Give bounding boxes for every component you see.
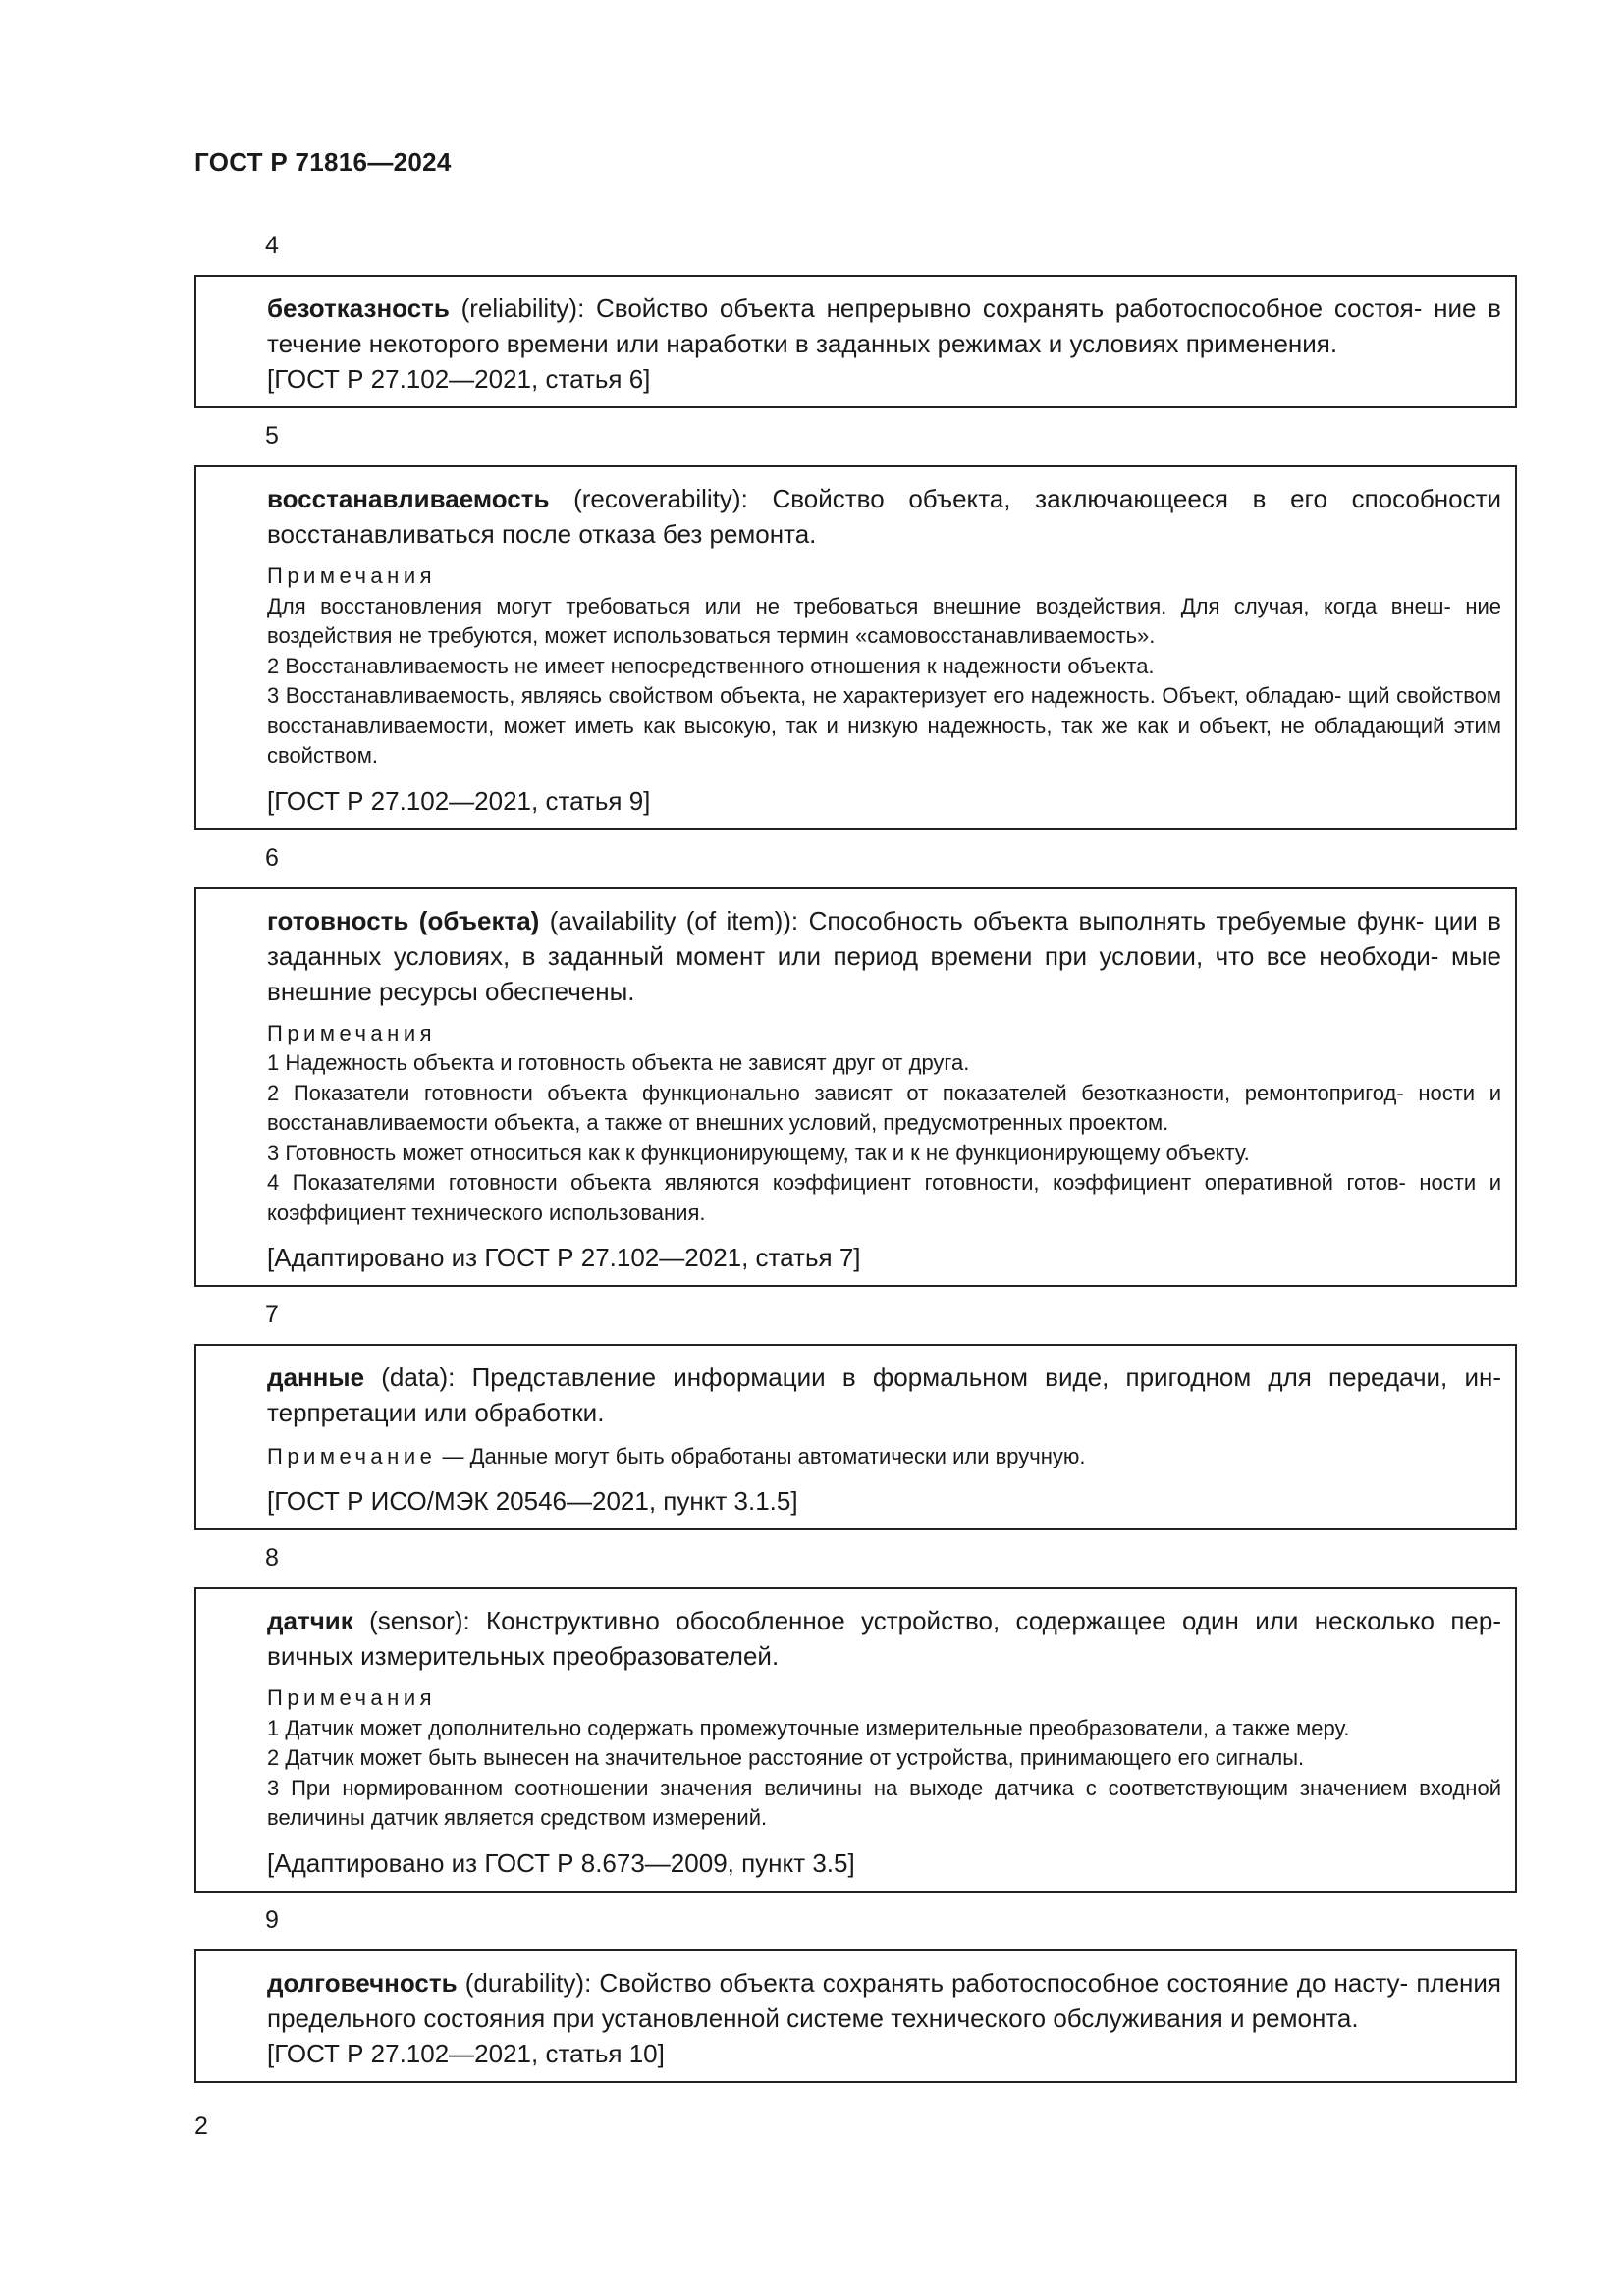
term-english: (data):: [364, 1362, 472, 1392]
definition-line: пления предельного состояния при установленной системе технического обслуживания и ремонта.: [267, 1967, 1501, 2033]
definition-line: Свойство объекта, заключающееся в его способности: [772, 484, 1502, 513]
term-entry: [194, 465, 1517, 830]
term-english: (recoverability):: [549, 484, 773, 513]
term-english: (sensor):: [352, 1606, 487, 1635]
entry-number: 6: [265, 843, 279, 872]
entry-number: 8: [265, 1544, 279, 1572]
definition-line: Способность объекта выполнять требуемые функ-: [808, 905, 1425, 935]
definition: [212, 481, 1501, 552]
note: 1 Датчик может дополнительно содержать промежуточные измерительные преобразователи, а также меру.: [267, 1715, 1350, 1740]
note: 1 Надежность объекта и готовность объекта не зависят друг от друга.: [267, 1050, 970, 1075]
definition: [212, 1360, 1501, 1430]
note: 2 Датчик может быть вынесен на значительное расстояние от устройства, принимающего его сигналы.: [267, 1745, 1305, 1770]
source-reference: [Адаптировано из ГОСТ Р 8.673—2009, пункт 3.5]: [267, 1847, 855, 1878]
term-english: (reliability):: [449, 294, 597, 323]
note-line: 3 Восстанавливаемость, являясь свойством объекта, не характеризует его надежность. Объект, обладаю-: [267, 683, 1342, 708]
notes-block: [267, 1019, 1501, 1229]
definition-line: восстанавливаться после отказа без ремонта.: [267, 519, 817, 549]
notes-title: Примечания: [267, 563, 437, 588]
term-english: (durability):: [457, 1967, 600, 1998]
page-number: 2: [194, 2112, 208, 2140]
term: готовность (объекта): [267, 905, 540, 935]
definition-line: Конструктивно обособленное устройство, содержащее один или несколько пер-: [486, 1606, 1501, 1635]
definition-line: терпретации или обработки.: [267, 1398, 605, 1427]
notes-title: Примечание: [267, 1444, 437, 1468]
source-reference: [ГОСТ Р ИСО/МЭК 20546—2021, пункт 3.1.5]: [267, 1486, 798, 1516]
term-entry: [194, 1949, 1517, 2083]
note-line: не обладающий этим свойством.: [267, 713, 1501, 768]
notes-block: [267, 561, 1501, 772]
definition: [212, 903, 1501, 1009]
definition: [212, 1965, 1501, 2036]
term: датчик: [267, 1606, 353, 1635]
document-header: ГОСТ Р 71816—2024: [194, 147, 452, 177]
term-entry: [194, 1344, 1517, 1530]
term: безотказность: [267, 294, 450, 323]
term-entry: [194, 1587, 1517, 1893]
term-entry: [194, 275, 1517, 408]
definition-line: ции в заданных условиях, в заданный момент или период времени при условии, что все необходи-: [267, 905, 1501, 971]
source-reference: [Адаптировано из ГОСТ Р 27.102—2021, статья 7]: [267, 1243, 861, 1272]
definition: [212, 291, 1501, 361]
note: [212, 681, 1501, 772]
definition-line: мые внешние ресурсы обеспечены.: [267, 940, 1501, 1006]
definition-line: Представление информации в формальном виде, пригодном для передачи, ин-: [471, 1362, 1502, 1392]
note-line: ности и коэффициент технического использования.: [267, 1170, 1501, 1225]
definition-line: Свойство объекта непрерывно сохранять работоспособное состоя-: [596, 294, 1423, 323]
note: [212, 1168, 1501, 1228]
entry-number: 4: [265, 232, 279, 259]
notes-title: Примечания: [267, 1020, 437, 1045]
source-reference: [ГОСТ Р 27.102—2021, статья 6]: [267, 364, 651, 394]
inline-note: [267, 1442, 1501, 1471]
note: [212, 1079, 1501, 1139]
entry-number: 5: [265, 422, 279, 450]
term: долговечность: [267, 1967, 458, 1998]
note-line: Для восстановления могут требоваться или не требоваться внешние воздействия. Для случая, когда внеш-: [267, 593, 1451, 618]
definition-line: Свойство объекта сохранять работоспособное состояние до насту-: [599, 1967, 1409, 1998]
source-reference: [ГОСТ Р 27.102—2021, статья 10]: [267, 2038, 665, 2068]
term: данные: [267, 1362, 365, 1392]
notes-block: [267, 1683, 1501, 1834]
note-line: 2 Показатели готовности объекта функционально зависят от показателей безотказности, ремонтопригод-: [267, 1080, 1404, 1105]
term-english: (availability (of item)):: [539, 905, 809, 935]
note-text: — Данные могут быть обработаны автоматически или вручную.: [436, 1444, 1086, 1468]
note-line: 3 При нормированном соотношении значения величины на выходе датчика с соответствующим значением: [267, 1775, 1408, 1800]
notes-title: Примечания: [267, 1685, 437, 1710]
note: [212, 1774, 1501, 1834]
term: восстанавливаемость: [267, 484, 550, 513]
note-line: щий свойством восстанавливаемости, может иметь как высокую, так и низкую надежность, так же как и объект,: [267, 683, 1501, 738]
note: 3 Готовность может относиться как к функционирующему, так и к не функционирующему объекту.: [267, 1140, 1250, 1165]
note-line: 4 Показателями готовности объекта являются коэффициент готовности, коэффициент оперативной готов-: [267, 1170, 1406, 1195]
entry-number: 7: [265, 1301, 279, 1328]
note-line: входной величины датчик является средством измерений.: [267, 1775, 1501, 1830]
source-reference: [ГОСТ Р 27.102—2021, статья 9]: [267, 785, 651, 816]
note: 2 Восстанавливаемость не имеет непосредственного отношения к надежности объекта.: [267, 653, 1155, 678]
entry-number: 9: [265, 1905, 279, 1934]
term-entry: [194, 887, 1517, 1288]
note-line: ности и восстанавливаемости объекта, а также от внешних условий, предусмотренных проектом.: [267, 1080, 1501, 1135]
definition-line: вичных измерительных преобразователей.: [267, 1641, 780, 1671]
note: [212, 592, 1501, 652]
terms-list: [194, 228, 1517, 2097]
note-line: ние воздействия не требуются, может использоваться термин «самовосстанавливаемость».: [267, 593, 1501, 648]
definition-line: ние в течение некоторого времени или наработки в заданных режимах и условиях применения.: [267, 294, 1501, 358]
definition: [212, 1603, 1501, 1674]
